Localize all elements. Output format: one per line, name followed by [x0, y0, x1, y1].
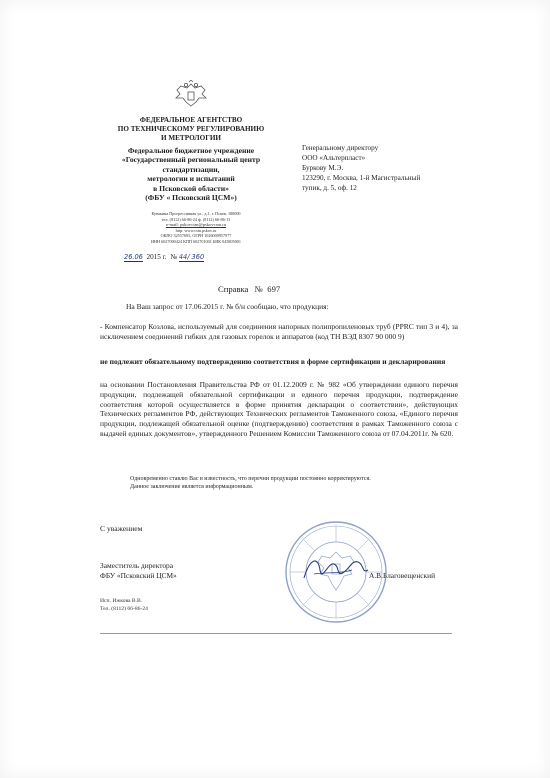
conclusion-text: не подлежит обязательному подтверждению соответствия в форме сертификации и декларирования — [100, 357, 446, 366]
paragraph-product: - Компенсатор Козлова, используемый для соединения напорных полипропиленовых труб (PPRC тип 3 и 4), за исключением соединений гибких для газовых горелок и аппаратов (код ТН ВЭД 8307 90 000 9) — [100, 322, 458, 341]
closing-regards: С уважением — [100, 524, 143, 533]
institution-name: Федеральное бюджетное учреждение «Государственный региональный центр стандартизации, метрологии и испытаний в Псковской области» (ФБУ « Псковский ЦСМ») — [121, 146, 261, 203]
signer-name: А.В.Благовещенский — [369, 571, 436, 580]
bottom-divider — [100, 633, 452, 634]
signature-icon — [300, 548, 370, 588]
reg-number: 44/ 360 — [178, 253, 205, 261]
document-title: Справка № 697 — [218, 284, 281, 294]
registration-number — [124, 253, 204, 262]
reg-year: 2015 г. — [146, 253, 167, 261]
reg-no-label: № — [170, 253, 178, 261]
reg-date: 26.06 — [124, 253, 143, 261]
signer-position: Заместитель директора ФБУ «Псковский ЦСМ» — [100, 561, 177, 580]
paragraph-request: На Ваш запрос от 17.06.2015 г. № б/н сообщаю, что продукция: — [126, 302, 329, 311]
contact-details: Кувакина Прогрессивная ул., д.1, г. Псков, 180000 тел. (8112) 66-86-24 ф. (8112) 66-86-13 e-mail: pskovcsm@pskovcsm.ru http: www.csm.pskov.ru ОКПО 32557695, ОГРН 1026000957977 ИНН 6027000424 КПП 602701001 БИК 045805001 — [126, 211, 266, 245]
executor-info: Исп. Ижкова В.В. Тел. (8112) 66-86-24 — [100, 598, 148, 612]
email-link[interactable]: e-mail: pskovcsm@pskovcsm.ru — [165, 222, 227, 228]
recipient-block: Генеральному директору ООО «Альтерпласт» Буркову М.Э. 123290, г. Москва, 1-й Магистральный тупик, д. 5, оф. 12 — [302, 144, 421, 192]
agency-name: ФЕДЕРАЛЬНОЕ АГЕНТСТВО ПО ТЕХНИЧЕСКОМУ РЕГУЛИРОВАНИЮ И МЕТРОЛОГИИ — [117, 116, 265, 142]
coat-of-arms-icon — [171, 80, 211, 110]
paragraph-notice: Одновременно ставлю Вас в известность, что перечни продукции постоянно корректируются. Данное заключение является информационным. — [130, 476, 371, 491]
paragraph-basis: на основании Постановления Правительства РФ от 01.12.2009 г. № 982 «Об утверждении единого перечня продукции, подлежащей обязательной сертификации и единого перечня продукции, подтверждение соответствия которой осуществляется в форме принятия декларации о соответствии», действующих Технических регламентов РФ, действующих Технических регламентов Таможенного союза, «Единого перечня продукции, подлежащей обязательной оценке (подтверждению) соответствия в рамках Таможенного союза с выдачей единых документов», утвержденного Решением Комиссии Таможенного союза от 07.04.2011г. № 620. — [100, 380, 458, 438]
